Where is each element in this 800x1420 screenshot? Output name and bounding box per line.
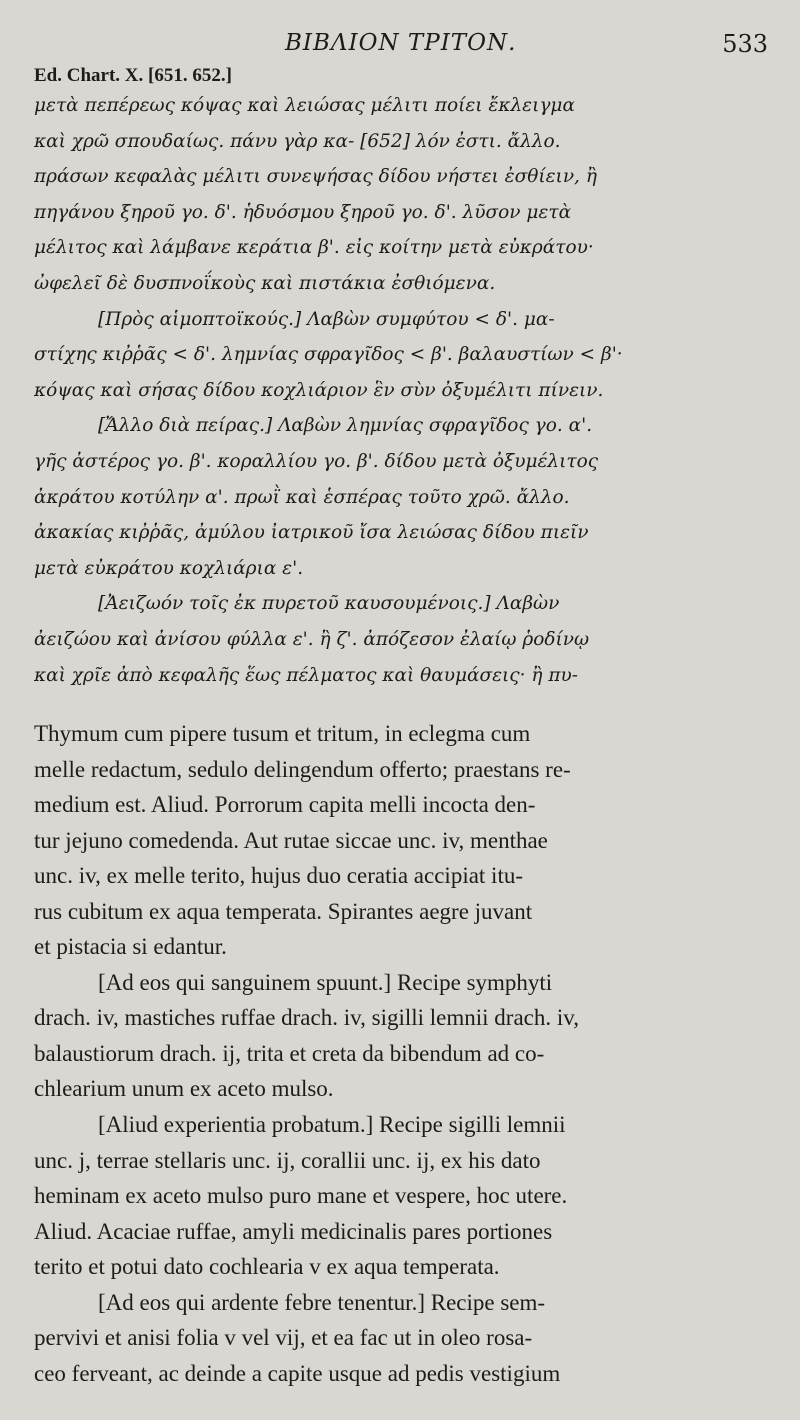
greek-line: μετὰ πεπέρεως κόψας καὶ λειώσας μέλιτι ποίει ἔκλειγμα — [34, 95, 575, 116]
latin-line: pervivi et anisi folia v vel vij, et ea fac ut in oleo rosa- — [34, 1325, 533, 1351]
greek-line: πηγάνου ξηροῦ γο. δ'. ἡδυόσμου ξηροῦ γο. δ'. λῦσον μετὰ — [34, 201, 572, 223]
latin-text-block — [34, 716, 764, 1391]
greek-line: πράσων κεφαλὰς μέλιτι συνεψήσας δίδου νήστει ἐσθίειν, ἢ — [34, 166, 597, 188]
latin-line: et pistacia si edantur. — [34, 934, 227, 960]
latin-line: medium est. Aliud. Porrorum capita melli incocta den- — [34, 792, 536, 818]
latin-line: unc. iv, ex melle terito, hujus duo ceratia accipiat itu- — [34, 863, 523, 889]
latin-line: ceo ferveant, ac deinde a capite usque ad pedis vestigium — [34, 1360, 561, 1386]
greek-line: γῆς ἀστέρος γο. β'. κοραλλίου γο. β'. δίδου μετὰ ὀξυμέλιτος — [34, 450, 599, 472]
latin-line: rus cubitum ex aqua temperata. Spirantes aegre juvant — [34, 898, 533, 924]
greek-line: ἀκακίας κιῤῥᾶς, ἀμύλου ἰατρικοῦ ἴσα λειώσας δίδου πιεῖν — [34, 522, 589, 544]
greek-text-block — [34, 88, 764, 693]
page-number: 533 — [722, 30, 768, 58]
greek-line: [Ἄλλο διὰ πείρας.] Λαβὼν λημνίας σφραγῖδος γο. α'. — [98, 415, 593, 437]
greek-line: κόψας καὶ σήσας δίδου κοχλιάριον ἓν σὺν ὀξυμέλιτι πίνειν. — [34, 379, 604, 401]
latin-line: terito et potui dato cochlearia v ex aqua temperata. — [34, 1254, 500, 1280]
page-header — [0, 30, 800, 60]
latin-line: unc. j, terrae stellaris unc. ij, corallii unc. ij, ex his dato — [34, 1147, 541, 1173]
greek-line: [Πρὸς αἱμοπτοϊκούς.] Λαβὼν συμφύτου < δ'. μα- — [98, 308, 555, 330]
latin-line: drach. iv, mastiches ruffae drach. iv, sigilli lemnii drach. iv, — [34, 1005, 580, 1031]
latin-line: melle redactum, sedulo delingendum offerto; praestans re- — [34, 756, 571, 782]
latin-line: balaustiorum drach. ij, trita et creta da bibendum ad co- — [34, 1040, 545, 1066]
greek-line: ὠφελεῖ δὲ δυσπνοΐκοὺς καὶ πιστάκια ἐσθιόμενα. — [34, 272, 496, 294]
latin-line: Thymum cum pipere tusum et tritum, in eclegma cum — [34, 721, 531, 746]
latin-line: [Aliud experientia probatum.] Recipe sigilli lemnii — [98, 1112, 566, 1138]
latin-line: Aliud. Acaciae ruffae, amyli medicinalis pares portiones — [34, 1218, 553, 1244]
greek-line: μέλιτος καὶ λάμβανε κεράτια β'. εἰς κοίτην μετὰ εὐκράτου· — [34, 237, 594, 259]
greek-line: ἀειζώου καὶ ἀνίσου φύλλα ε'. ἢ ζ'. ἀπόζεσον ἐλαίῳ ῥοδίνῳ — [34, 628, 590, 650]
greek-line: μετὰ εὐκράτου κοχλιάρια ε'. — [34, 557, 304, 579]
latin-line: [Ad eos qui ardente febre tenentur.] Recipe sem- — [98, 1289, 546, 1315]
latin-line: heminam ex aceto mulso puro mane et vespere, hoc utere. — [34, 1183, 568, 1209]
latin-line: tur jejuno comedenda. Aut rutae siccae unc. iv, menthae — [34, 827, 548, 853]
greek-line: ἀκράτου κοτύλην α'. πρωῒ καὶ ἑσπέρας τοῦτο χρῶ. ἄλλο. — [34, 486, 570, 508]
latin-line: chlearium unum ex aceto mulso. — [34, 1076, 334, 1102]
greek-line: καὶ χρῶ σπουδαίως. πάνυ γὰρ κα- [652] λόν ἐστι. ἄλλο. — [34, 130, 561, 152]
greek-line: καὶ χρῖε ἀπὸ κεφαλῆς ἕως πέλματος καὶ θαυμάσεις· ἢ πυ- — [34, 664, 579, 686]
greek-line: στίχης κιῤῥᾶς < δ'. λημνίας σφραγῖδος < β'. βαλαυστίων < β'· — [34, 344, 623, 366]
edition-reference: Ed. Chart. X. [651. 652.] — [34, 65, 232, 86]
greek-line: [Ἀειζωόν τοῖς ἐκ πυρετοῦ καυσουμένοις.] Λαβὼν — [98, 593, 560, 615]
latin-line: [Ad eos qui sanguinem spuunt.] Recipe symphyti — [98, 969, 553, 995]
running-title: ΒΙΒΛΙΟΝ ΤΡΙΤΟΝ. — [285, 30, 517, 56]
